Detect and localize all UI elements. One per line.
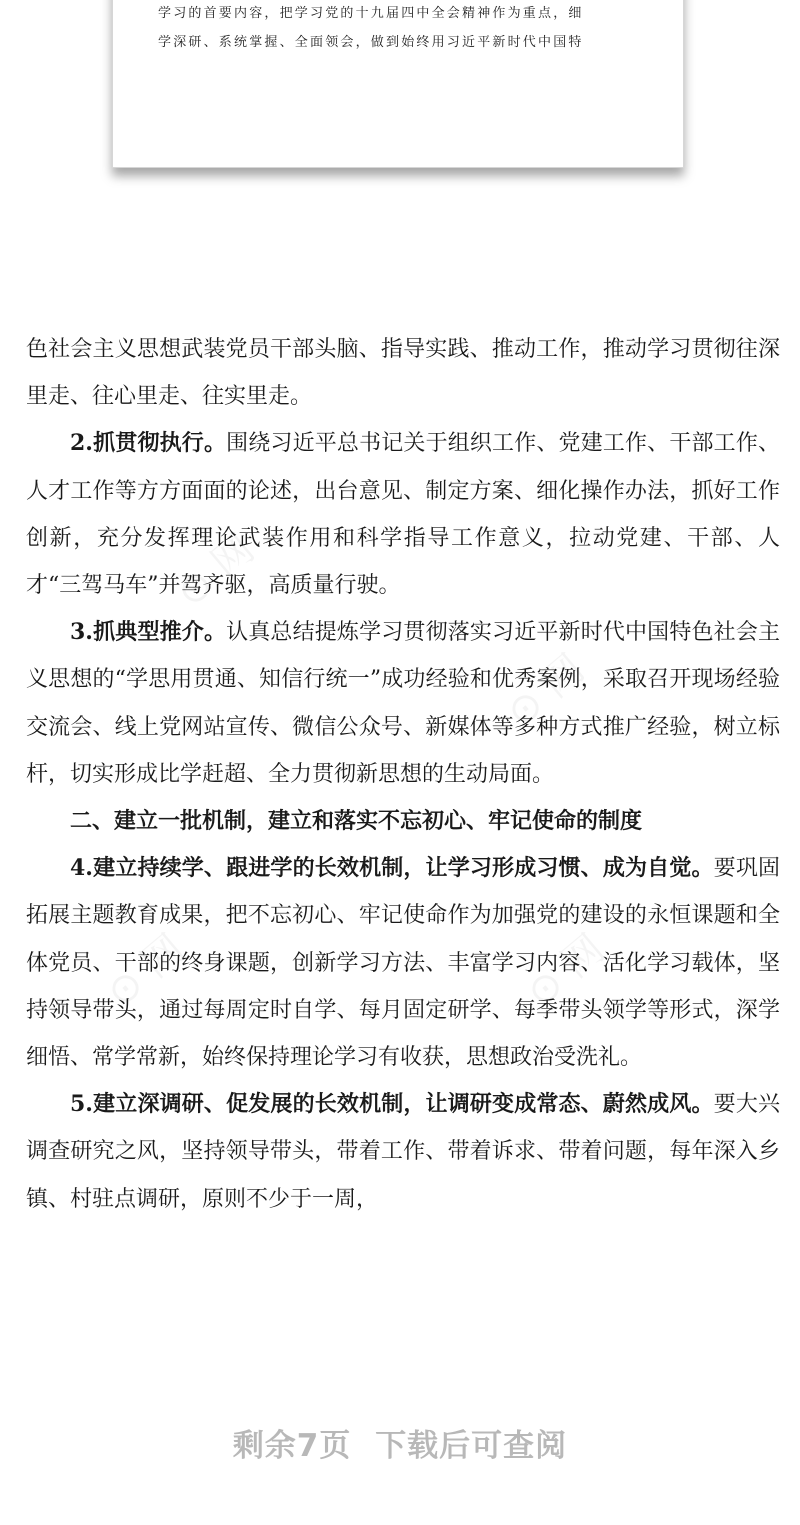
- section-heading: 二、建立一批机制，建立和落实不忘初心、牢记使命的制度: [70, 809, 643, 835]
- remaining-pages-text: 剩余7页: [232, 1428, 352, 1464]
- paragraph-text: 要大兴调查研究之风，坚持领导带头，带着工作、带着诉求、带着问题，每年深入乡镇、村驻点调研，原则不少于一周，: [26, 1092, 780, 1212]
- paragraph-lead: 5.建立深调研、促发展的长效机制，让调研变成常态、蔚然成风。: [70, 1091, 714, 1118]
- paragraph-lead: 2.抓贯彻执行。: [70, 430, 227, 457]
- paragraph-text: 色社会主义思想武装党员干部头脑、指导实践、推动工作，推动学习贯彻往深里走、往心里走、往实里走。: [26, 337, 780, 410]
- document-preview-card: [112, 0, 684, 168]
- document-body: [26, 326, 780, 1223]
- download-prompt[interactable]: [0, 1420, 800, 1465]
- download-to-view-text: 下载后可查阅: [375, 1428, 568, 1464]
- paragraph: [26, 609, 780, 798]
- paragraph-text: 要巩固拓展主题教育成果，把不忘初心、牢记使命作为加强党的建设的永恒课题和全体党员、干部的终身课题，创新学习方法、丰富学习内容、活化学习载体，坚持领导带头，通过每周定时自学、每月固定研学、每季带头领学等形式，深学细悟、常学常新，始终保持理论学习有收获，思想政治受洗礼。: [26, 856, 780, 1071]
- paragraph: [26, 326, 780, 420]
- paragraph-text: 认真总结提炼学习贯彻落实习近平新时代中国特色社会主义思想的“学思用贯通、知信行统一”成功经验和优秀案例，采取召开现场经验交流会、线上党网站宣传、微信公众号、新媒体等多种方式推广经验，树立标杆，切实形成比学赶超、全力贯彻新思想的生动局面。: [26, 620, 780, 787]
- paragraph: [26, 1081, 780, 1223]
- paragraph-text: 围绕习近平总书记关于组织工作、党建工作、干部工作、人才工作等方方面面的论述，出台意见、制定方案、细化操作办法，抓好工作创新，充分发挥理论武装作用和科学指导工作意义，拉动党建、干部、人才“三驾马车”并驾齐驱，高质量行驶。: [26, 431, 780, 599]
- paragraph-lead: 3.抓典型推介。: [70, 619, 227, 646]
- paragraph: [26, 420, 780, 609]
- preview-line: 学深研、系统掌握、全面领会，做到始终用习近平新时代中国特: [158, 35, 584, 50]
- paragraph: [26, 845, 780, 1081]
- paragraph-lead: 4.建立持续学、跟进学的长效机制，让学习形成习惯、成为自觉。: [70, 855, 714, 882]
- preview-line: 学习的首要内容，把学习党的十九届四中全会精神作为重点，细: [158, 6, 584, 21]
